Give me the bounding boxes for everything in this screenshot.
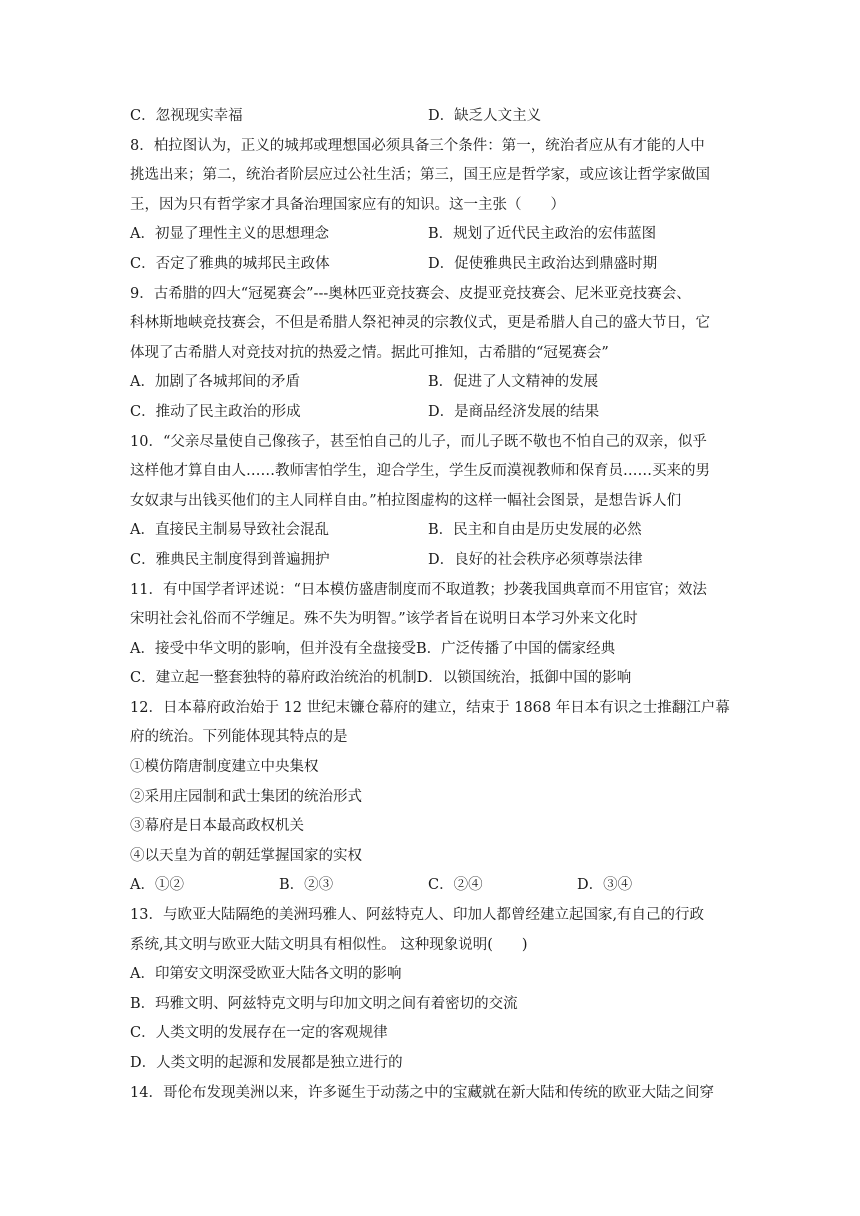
q12-option-a[interactable]: A．①② [130,877,184,894]
q8-stem-line-3: 王，因为只有哲学家才具备治理国家应有的知识。这一主张（ ） [130,196,565,213]
q9-stem-line-1: 9．古希腊的四大“冠冕赛会”---奥林匹亚竞技赛会、皮提亚竞技赛会、尼米亚竞技赛会、 [130,285,691,302]
q13-stem-line-1: 13．与欧亚大陆隔绝的美洲玛雅人、阿兹特克人、印加人都曾经建立起国家,有自己的行政 [130,907,705,924]
q12-stem-line-2: 府的统治。下列能体现其特点的是 [130,729,348,746]
q8-option-b[interactable]: B．规划了近代民主政治的宏伟蓝图 [428,226,657,243]
q10-option-a[interactable]: A．直接民主制易导致社会混乱 [130,522,329,539]
q11-stem-line-1: 11．有中国学者评述说：“日本模仿盛唐制度而不取道教；抄袭我国典章而不用宦官；效法 [130,581,707,598]
q13-option-b[interactable]: B．玛雅文明、阿兹特克文明与印加文明之间有着密切的交流 [130,995,518,1012]
q11-options-row-1 [130,635,740,665]
q12-option-b[interactable]: B．②③ [279,877,334,894]
q11-option-c[interactable]: C．建立起一整套独特的幕府政治统治的机制 [130,670,417,687]
q8-option-d[interactable]: D．促使雅典民主政治达到鼎盛时期 [428,255,658,272]
q7-option-c[interactable]: C．忽视现实幸福 [130,108,243,124]
q12-option-c[interactable]: C．②④ [428,877,483,894]
q11-option-b[interactable]: B．广泛传播了中国的儒家经典 [415,640,616,657]
q10-option-b[interactable]: B．民主和自由是历史发展的必然 [428,522,642,539]
q11-option-a[interactable]: A．接受中华文明的影响，但并没有全盘接受 [130,640,416,657]
q11-option-d[interactable]: D．以锁国统治，抵御中国的影响 [416,670,632,687]
q13-option-d[interactable]: D．人类文明的起源和发展都是独立进行的 [130,1055,403,1071]
q9-option-c[interactable]: C．推动了民主政治的形成 [130,403,301,420]
q8-option-c[interactable]: C．否定了雅典的城邦民主政体 [130,255,330,272]
q13-option-c[interactable]: C．人类文明的发展存在一定的客观规律 [130,1025,388,1042]
q12-item-3: ③幕府是日本最高政权机关 [130,818,304,835]
q7-options-row-2 [130,102,740,132]
q9-option-a[interactable]: A．加剧了各城邦间的矛盾 [130,374,300,391]
q9-option-d[interactable]: D．是商品经济发展的结果 [428,403,600,420]
question-content [130,102,740,1108]
q9-options-row-2 [130,398,740,428]
q8-options-row-2 [130,250,740,280]
q10-stem-line-2: 这样他才算自由人……教师害怕学生，迎合学生，学生反而漠视教师和保育员……买来的男 [130,463,710,480]
q12-option-d[interactable]: D．③④ [577,877,633,894]
q10-stem-line-1: 10．“父亲尽量使自己像孩子，甚至怕自己的儿子，而儿子既不敬也不怕自己的双亲，似乎 [130,433,707,450]
q9-stem-line-3: 体现了古希腊人对竞技对抗的热爱之情。据此可推知，古希腊的“冠冕赛会” [130,344,609,361]
q10-option-c[interactable]: C．雅典民主制度得到普遍拥护 [130,551,330,568]
q8-stem-line-1: 8．柏拉图认为，正义的城邦或理想国必须具备三个条件：第一，统治者应从有才能的人中 [130,137,705,154]
q12-stem-line-1: 12．日本幕府政治始于 12 世纪末镰仓幕府的建立，结束于 1868 年日本有识之士推翻江户幕 [130,699,730,716]
q12-item-1: ①模仿隋唐制度建立中央集权 [130,759,319,776]
q10-stem-line-3: 女奴隶与出钱买他们的主人同样自由。”柏拉图虚构的这样一幅社会图景，是想告诉人们 [130,492,682,509]
q11-options-row-2 [130,664,740,694]
q10-options-row-1 [130,516,740,546]
q7-option-d[interactable]: D．缺乏人文主义 [428,108,542,124]
q12-item-2: ②采用庄园制和武士集团的统治形式 [130,788,362,805]
q9-option-b[interactable]: B．促进了人文精神的发展 [428,374,599,391]
q9-options-row-1 [130,368,740,398]
q11-stem-line-2: 宋明社会礼俗而不学缠足。殊不失为明智。”该学者旨在说明日本学习外来文化时 [130,611,638,628]
q8-options-row-1 [130,220,740,250]
q9-stem-line-2: 科林斯地峡竞技赛会，不但是希腊人祭祀神灵的宗教仪式，更是希腊人自己的盛大节日，它 [130,315,710,332]
q12-item-4: ④以天皇为首的朝廷掌握国家的实权 [130,847,362,864]
q10-option-d[interactable]: D．良好的社会秩序必须尊崇法律 [428,551,643,568]
q13-stem-line-2: 系统,其文明与欧亚大陆文明具有相似性。 这种现象说明( ) [130,936,528,953]
q14-stem-line-1: 14．哥伦布发现美洲以来，许多诞生于动荡之中的宝藏就在新大陆和传统的欧亚大陆之间穿 [130,1084,714,1101]
q8-option-a[interactable]: A．初显了理性主义的思想理念 [130,226,329,243]
q13-option-a[interactable]: A．印第安文明深受欧亚大陆各文明的影响 [130,966,402,983]
q10-options-row-2 [130,546,740,576]
q12-options-row [130,871,740,901]
q8-stem-line-2: 挑选出来；第二，统治者阶层应过公社生活；第三，国王应是哲学家，或应该让哲学家做国 [130,167,710,184]
